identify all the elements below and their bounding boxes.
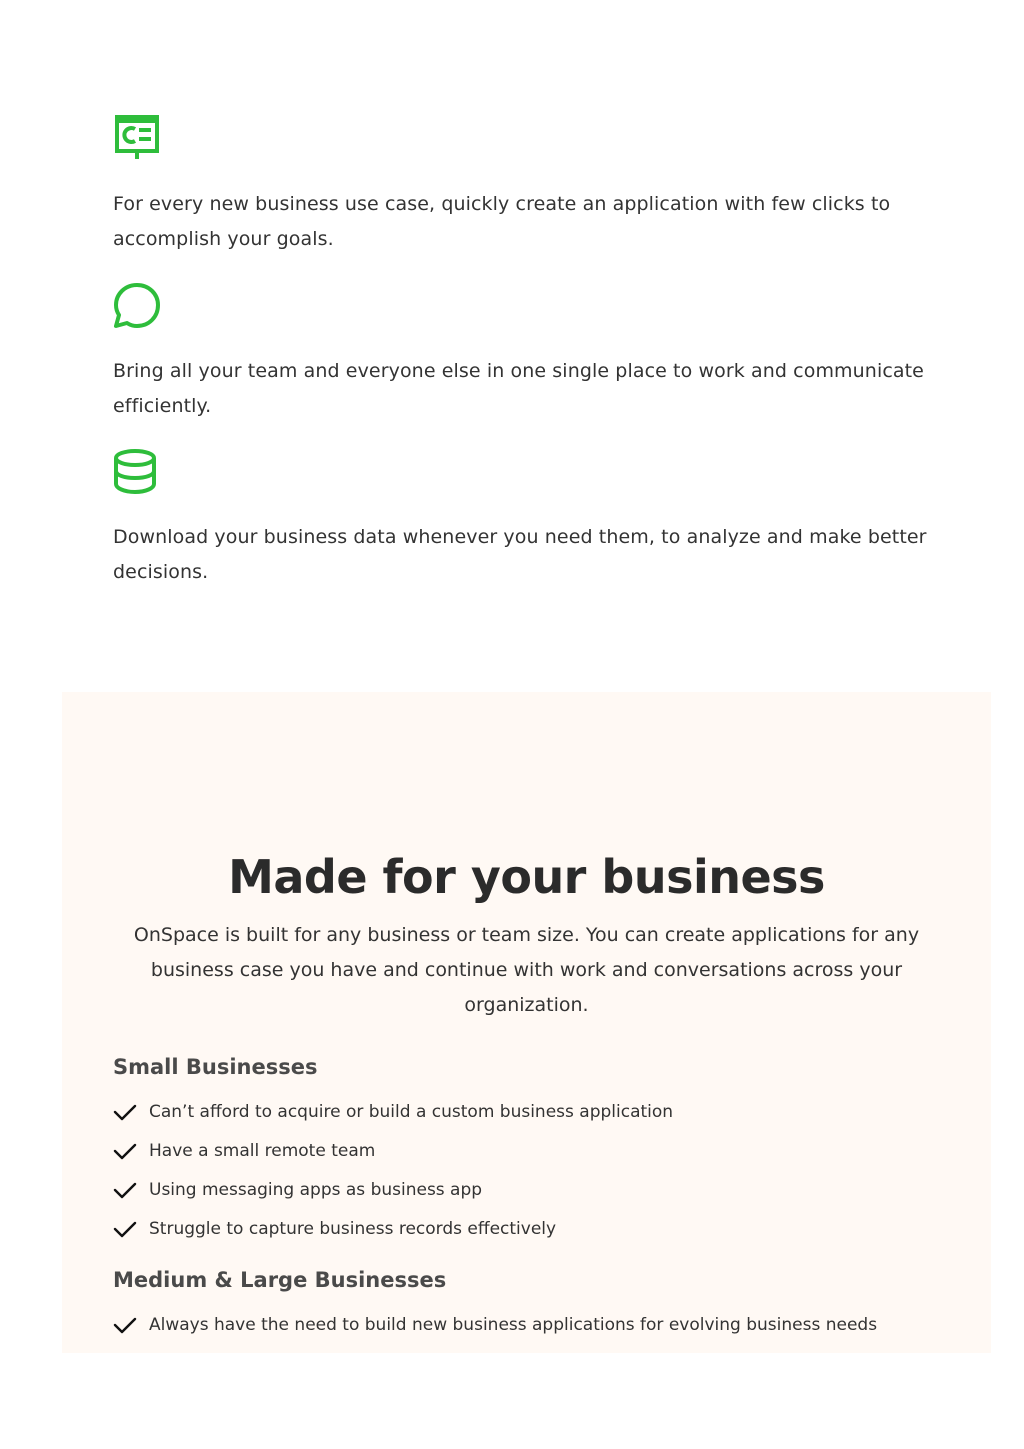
- list-item: [113, 1178, 673, 1217]
- list-item-text: Have a small remote team: [149, 1141, 376, 1161]
- medium-large-businesses-title: Medium & Large Businesses: [113, 1268, 447, 1292]
- feature-download-data: [113, 448, 933, 583]
- section-title: Made for your business: [228, 850, 825, 904]
- list-item: [113, 1139, 673, 1178]
- database-icon: [113, 448, 161, 496]
- feature-text: Bring all your team and everyone else in one single place to work and communicate efficiently.: [113, 360, 924, 417]
- list-item: [113, 1217, 673, 1256]
- small-businesses-title: Small Businesses: [113, 1055, 318, 1079]
- list-item-text: Always have the need to build new business applications for evolving business needs: [149, 1315, 878, 1335]
- small-businesses-list: [113, 1100, 673, 1256]
- feature-create-application: [113, 113, 933, 250]
- feature-text: For every new business use case, quickly create an application with few clicks to accomplish your goals.: [113, 193, 891, 250]
- list-item: [113, 1100, 673, 1139]
- list-item-text: Can’t afford to acquire or build a custom business application: [149, 1102, 674, 1122]
- feature-team-communication: [113, 282, 933, 417]
- checkmark-icon: [113, 1217, 137, 1241]
- checkmark-icon: [113, 1139, 137, 1163]
- list-item-text: Using messaging apps as business app: [149, 1180, 483, 1200]
- section-description: OnSpace is built for any business or team size. You can create applications for any business case you have and continue with work and conversations across your organization.: [133, 924, 920, 1016]
- checkmark-icon: [113, 1178, 137, 1202]
- made-for-business-section: [62, 692, 991, 1353]
- checkmark-icon: [113, 1313, 137, 1337]
- list-item: [113, 1313, 877, 1352]
- medium-large-businesses-list: [113, 1313, 877, 1352]
- presentation-board-icon: [113, 113, 161, 161]
- list-item-text: Struggle to capture business records effectively: [149, 1219, 557, 1239]
- chat-bubble-icon: [113, 282, 161, 330]
- feature-text: Download your business data whenever you need them, to analyze and make better decisions.: [113, 526, 927, 583]
- checkmark-icon: [113, 1100, 137, 1124]
